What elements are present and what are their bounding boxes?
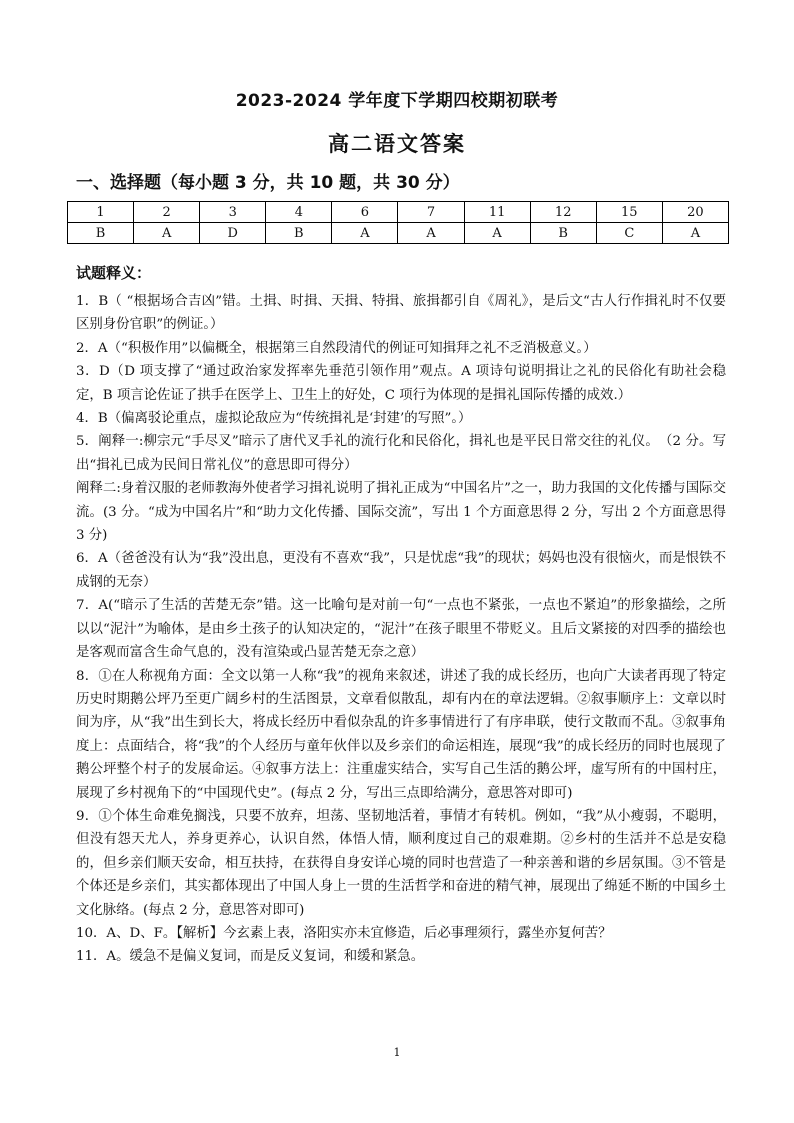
explanation-q5-part2: 阐释二:身着汉服的老师教海外使者学习揖礼说明了揖礼正成为“中国名片”之一，助力我国的文化传播与国际交流。(3 分。“成为中国名片”和“助力文化传播、国际交流”，写出 1 个方面意思得 2 分，写出 2 个方面意思得 3 分) — [76, 481, 726, 544]
answer-cell: B — [530, 223, 596, 244]
explanation-q8: 8．①在人称视角方面：全文以第一人称“我”的视角来叙述，讲述了我的成长经历，也向广大读者再现了特定历史时期鹅公坪乃至更广阔乡村的生活图景，文章看似散乱，却有内在的章法逻辑。②叙事顺序上：文章以时间为序，从“我”出生到长大，将成长经历中看似杂乱的许多事情进行了有序串联，使行文散而不乱。③叙事角度上：点面结合，将“我”的个人经历与童年伙伴以及乡亲们的命运相连，展现“我”的成长经历的同时也展现了鹅公坪整个村子的发展命运。④叙事方法上：注重虚实结合，实写自己生活的鹅公坪，虚写所有的中国村庄，展现了乡村视角下的“中国现代史”。(每点 2 分，写出三点即给满分，意思答对即可) — [76, 668, 726, 801]
explanation-q2: 2．A（“积极作用”以偏概全，根据第三自然段清代的例证可知揖拜之礼不乏消极意义。） — [76, 340, 597, 356]
explanation-q7: 7．A(“暗示了生活的苦楚无奈”错。这一比喻句是对前一句“一点也不紧张，一点也不紧迫”的形象描绘，之所以以“泥汁”为喻体，是由乡土孩子的认知决定的，“泥汁”在孩子眼里不带贬义。且后文紧接的对四季的描绘也是客观而富含生命气息的，没有渲染或凸显苦楚无奈之意） — [76, 598, 726, 661]
explanation-q3: 3．D（D 项支撑了“通过政治家发挥率先垂范引领作用”观点。A 项诗句说明揖让之礼的民俗化有助社会稳定，B 项言论佐证了拱手在医学上、卫生上的好处，C 项行为体现的是揖礼国际传播的成效.） — [76, 364, 726, 403]
question-number-cell: 6 — [332, 202, 398, 223]
answer-cell: A — [662, 223, 728, 244]
exam-title: 2023-2024 学年度下学期四校期初联考 — [235, 91, 559, 111]
question-number-cell: 11 — [464, 202, 530, 223]
page-number: 1 — [393, 1046, 401, 1059]
question-number-cell: 3 — [200, 202, 266, 223]
explanation-q5-part1: 5．阐释一:柳宗元“手尽叉”暗示了唐代叉手礼的流行化和民俗化，揖礼也是平民日常交往的礼仪。 （2 分。写出“揖礼已成为民间日常礼仪”的意思即可得分） — [76, 434, 726, 473]
answer-cell: A — [398, 223, 464, 244]
question-number-cell: 1 — [68, 202, 134, 223]
explanations-body — [76, 290, 726, 969]
explanation-q1: 1．B（ “根据场合吉凶”错。土揖、时揖、天揖、特揖、旅揖都引自《周礼》，是后文“古人行作揖礼时不仅要区别身份官职”的例证。） — [76, 294, 726, 333]
explanation-q9: 9．①个体生命难免搁浅，只要不放弃，坦荡、坚韧地活着，事情才有转机。例如，“我”从小瘦弱，不聪明，但没有怨天尤人，养身更养心，认识自然，体悟人情，顺利度过自己的艰难期。②乡村的生活并不总是安稳的，但乡亲们顺天安命，相互扶持，在获得自身安详心境的同时也营造了一种亲善和谐的乡居氛围。③不管是个体还是乡亲们，其实都体现出了中国人身上一贯的生活哲学和奋进的精气神，展现出了绵延不断的中国乡土文化脉络。(每点 2 分，意思答对即可) — [76, 808, 726, 918]
answer-table — [67, 201, 729, 244]
explanation-q10: 10．A、D、F。【解析】今玄素上表，洛阳实亦未宜修造，后必事理须行，露坐亦复何苦？ — [76, 925, 612, 941]
explanation-q4: 4．B（偏离驳论重点，虚拟论敌应为“传统揖礼是‘封建’的写照”。） — [76, 411, 472, 427]
question-number-cell: 4 — [266, 202, 332, 223]
question-number-cell: 12 — [530, 202, 596, 223]
answer-cell: A — [332, 223, 398, 244]
question-number-cell: 15 — [596, 202, 662, 223]
explanations-heading: 试题释义： — [76, 264, 152, 282]
answer-key-title: 高二语文答案 — [328, 132, 466, 156]
question-number-cell: 2 — [134, 202, 200, 223]
answer-cell: B — [266, 223, 332, 244]
question-number-cell: 7 — [398, 202, 464, 223]
answer-cell: C — [596, 223, 662, 244]
multiple-choice-heading: 一、选择题（每小题 3 分，共 10 题，共 30 分） — [76, 173, 460, 193]
question-number-cell: 20 — [662, 202, 728, 223]
explanation-q11: 11．A。缓急不是偏义复词，而是反义复词，和缓和紧急。 — [76, 949, 425, 965]
answer-cell: A — [464, 223, 530, 244]
question-number-row — [68, 202, 729, 223]
answer-cell: A — [134, 223, 200, 244]
answer-row — [68, 223, 729, 244]
explanation-q6: 6．A（爸爸没有认为“我”没出息，更没有不喜欢“我”，只是忧虑“我”的现状；妈妈也没有很恼火，而是恨铁不成钢的无奈） — [76, 551, 726, 590]
answer-cell: B — [68, 223, 134, 244]
answer-cell: D — [200, 223, 266, 244]
